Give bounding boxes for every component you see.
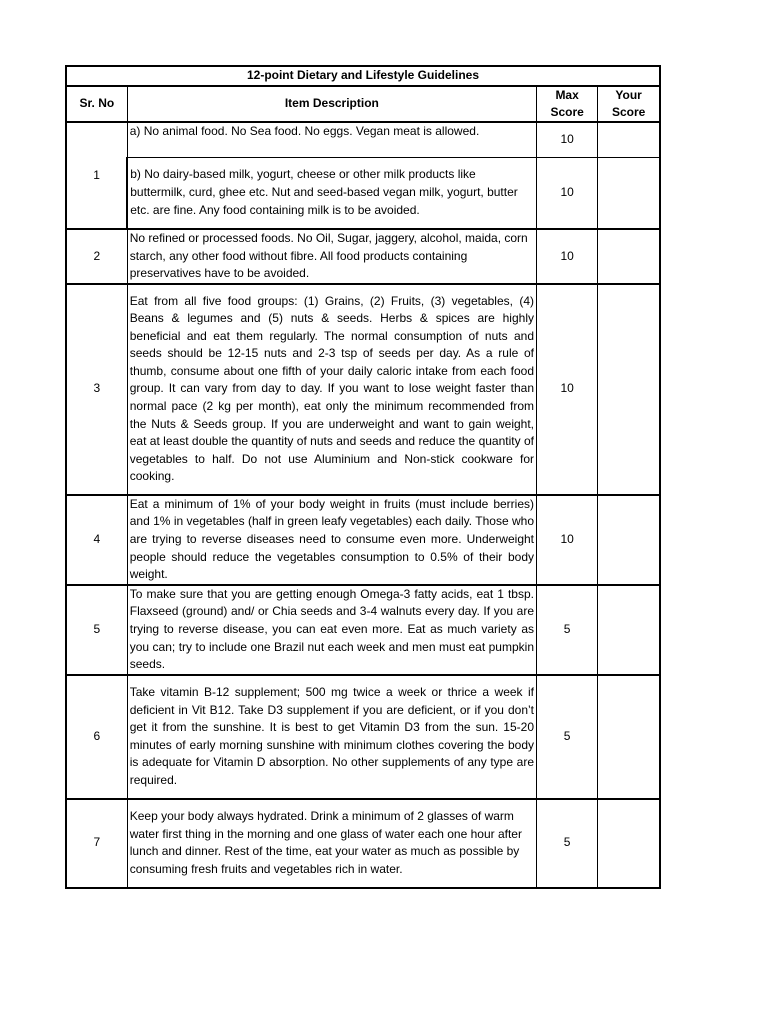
row-4-your-score[interactable] bbox=[598, 495, 660, 585]
row-1b-your-score[interactable] bbox=[598, 157, 660, 229]
row-7-max-score: 5 bbox=[537, 799, 598, 888]
row-7-description: Keep your body always hydrated. Drink a minimum of 2 glasses of warm water first thing in the morning and one glass of water each one hour after lunch and dinner. Rest of the time, eat your water as much as possible by consuming fresh fruits and vegetables rich in water. bbox=[127, 799, 536, 888]
table-title: 12-point Dietary and Lifestyle Guidelines bbox=[66, 66, 660, 86]
row-2-your-score[interactable] bbox=[598, 229, 660, 284]
row-6-sr: 6 bbox=[66, 675, 127, 799]
row-2-max-score: 10 bbox=[537, 229, 598, 284]
row-3-your-score[interactable] bbox=[598, 284, 660, 495]
row-1b-max-score: 10 bbox=[537, 157, 598, 229]
row-1a-your-score[interactable] bbox=[598, 122, 660, 157]
row-4-description: Eat a minimum of 1% of your body weight in fruits (must include berries) and 1% in vegetables (half in green leafy vegetables) each daily. Those who are trying to reverse diseases need to consume even more. Underweight people should reduce the vegetables consumption to 0.5% of their body weight. bbox=[127, 495, 536, 585]
row-2-description: No refined or processed foods. No Oil, Sugar, jaggery, alcohol, maida, corn starch, any other food without fibre. All food products containing preservatives have to be avoided. bbox=[127, 229, 536, 284]
row-5-max-score: 5 bbox=[537, 585, 598, 675]
row-6-your-score[interactable] bbox=[598, 675, 660, 799]
row-1a-max-score: 10 bbox=[537, 122, 598, 157]
row-6-max-score: 5 bbox=[537, 675, 598, 799]
row-1b-description: b) No dairy-based milk, yogurt, cheese or other milk products like buttermilk, curd, ghee etc. Nut and seed-based vegan milk, yogurt, butter etc. are fine. Any food containing milk is to be avoided. bbox=[127, 157, 536, 229]
row-5-description: To make sure that you are getting enough Omega-3 fatty acids, eat 1 tbsp. Flaxseed (ground) and/ or Chia seeds and 3-4 walnuts every day. If you are trying to reverse disease, you can eat even more. Eat as much variety as you can; try to include one Brazil nut each week and men must eat pumpkin seeds. bbox=[127, 585, 536, 675]
row-3-description: Eat from all five food groups: (1) Grains, (2) Fruits, (3) vegetables, (4) Beans & legumes and (5) nuts & seeds. Herbs & spices are highly beneficial and eat them regularly. The normal consumption of nuts and seeds should be 12-15 nuts and 2-3 tsp of seeds per day. As a rule of thumb, consume about one fifth of your daily caloric intake from each food group. It can vary from day to day. If you want to lose weight faster than normal pace (2 kg per month), eat only the minimum recommended from the Nuts & Seeds group. If you are underweight and want to gain weight, eat at least double the quantity of nuts and seeds and reduce the quantity of vegetables to half. Do not use Aluminium and Non-stick cookware for cooking. bbox=[127, 284, 536, 495]
header-your-score: Your Score bbox=[598, 86, 660, 122]
guidelines-table bbox=[65, 65, 661, 889]
header-sr-no: Sr. No bbox=[66, 86, 127, 122]
row-1a-description: a) No animal food. No Sea food. No eggs. Vegan meat is allowed. bbox=[127, 122, 536, 157]
row-7-sr: 7 bbox=[66, 799, 127, 888]
guidelines-sheet bbox=[65, 65, 661, 889]
row-3-sr: 3 bbox=[66, 284, 127, 495]
row-3-max-score: 10 bbox=[537, 284, 598, 495]
row-5-your-score[interactable] bbox=[598, 585, 660, 675]
row-4-sr: 4 bbox=[66, 495, 127, 585]
row-4-max-score: 10 bbox=[537, 495, 598, 585]
header-item-description: Item Description bbox=[127, 86, 536, 122]
header-max-score: Max Score bbox=[537, 86, 598, 122]
row-1-sr: 1 bbox=[66, 122, 127, 229]
row-2-sr: 2 bbox=[66, 229, 127, 284]
row-5-sr: 5 bbox=[66, 585, 127, 675]
row-6-description: Take vitamin B-12 supplement; 500 mg twice a week or thrice a week if deficient in Vit B12. Take D3 supplement if you are deficient, or if you don’t get it from the sunshine. It is best to get Vitamin D3 from the sun. 15-20 minutes of early morning sunshine with minimum clothes covering the body is adequate for Vitamin D absorption. No other supplements of any type are required. bbox=[127, 675, 536, 799]
row-7-your-score[interactable] bbox=[598, 799, 660, 888]
